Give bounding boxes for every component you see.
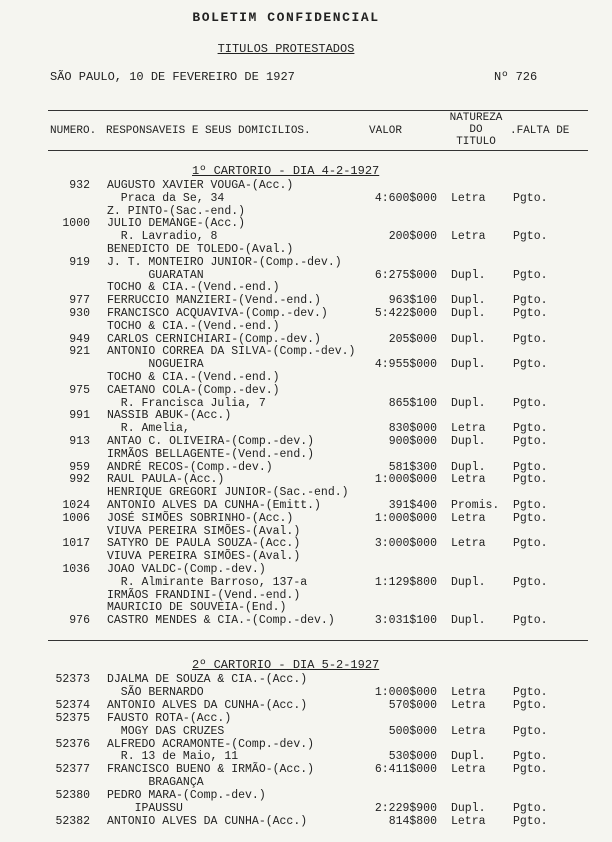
entry-responsible: FRANCISCO ACQUAVIVA-(Comp.-dev.): [107, 307, 328, 320]
entry-number: 52382: [55, 814, 90, 828]
list-item: [0, 231, 612, 243]
list-item: [0, 726, 612, 738]
list-item: [0, 674, 612, 686]
entry-nature: Dupl.: [451, 575, 486, 589]
entry-responsible: ANTONIO ALVES DA CUNHA-(Acc.): [107, 814, 308, 828]
col-header-responsaveis: RESPONSAVEIS E SEUS DOMICILIOS.: [106, 125, 311, 137]
entry-responsible: J. T. MONTEIRO JUNIOR-(Comp.-dev.): [107, 255, 342, 269]
entry-responsible: TOCHO & CIA.-(Vend.-end.): [107, 371, 280, 384]
entry-responsible: CAETANO COLA-(Comp.-dev.): [107, 383, 280, 397]
entry-falta: Pgto.: [513, 537, 548, 551]
list-item: [0, 790, 612, 802]
entry-number: 1024: [62, 499, 90, 512]
list-item: [0, 602, 612, 614]
entry-value: 570$000: [388, 698, 437, 712]
entry-responsible: SÃO BERNARDO: [107, 685, 204, 699]
list-item: [0, 257, 612, 269]
entry-falta: Pgto.: [513, 698, 548, 712]
entry-value: 205$000: [388, 332, 437, 346]
entry-falta: Pgto.: [513, 802, 548, 815]
entry-number: 949: [69, 332, 90, 346]
list-item: [0, 359, 612, 371]
entry-responsible: R. Almirante Barroso, 137-a: [107, 575, 308, 589]
entry-nature: Letra: [451, 724, 486, 738]
entry-number: 919: [69, 255, 90, 269]
entry-falta: Pgto.: [513, 422, 548, 436]
entry-responsible: R. Amelia,: [107, 422, 190, 436]
list-item: [0, 564, 612, 576]
entry-responsible: ANTONIO CORREA DA SILVA-(Comp.-dev.): [107, 345, 356, 359]
list-item: [0, 423, 612, 435]
list-item: [0, 500, 612, 512]
entry-responsible: JULIO DEMANGE-(Acc.): [107, 217, 246, 231]
list-item: [0, 436, 612, 448]
entry-responsible: IRMÃOS BELLAGENTE-(Vend.-end.): [107, 447, 315, 461]
list-item: [0, 739, 612, 751]
list-item: [0, 462, 612, 474]
entry-responsible: JOAO VALDC-(Comp.-dev.): [107, 563, 266, 576]
entry-number: 921: [69, 345, 90, 359]
entry-nature: Letra: [451, 537, 486, 551]
entry-nature: Letra: [451, 814, 486, 828]
entry-falta: Pgto.: [513, 614, 548, 628]
entry-value: 2:229$900: [374, 802, 437, 815]
list-item: [0, 295, 612, 307]
entry-value: 1:000$000: [374, 511, 437, 525]
list-item: [0, 308, 612, 320]
entry-responsible: RAUL PAULA-(Acc.): [107, 473, 225, 487]
section-heading: 1º CARTORIO - DIA 4-2-1927: [192, 164, 380, 178]
entry-number: 52380: [55, 789, 90, 803]
list-item: [0, 687, 612, 699]
entry-value: 530$000: [388, 750, 437, 764]
entry-falta: Pgto.: [513, 511, 548, 525]
entry-responsible: ANTONIO ALVES DA CUNHA-(Emitt.): [107, 499, 321, 512]
entry-number: 975: [69, 383, 90, 397]
bulletin-subtitle: TITULOS PROTESTADOS: [217, 42, 355, 56]
entry-value: 3:000$000: [374, 537, 437, 551]
entry-responsible: BENEDICTO DE TOLEDO-(Aval.): [107, 243, 294, 256]
col-header-valor: VALOR: [369, 125, 403, 137]
col-header-natureza: NATUREZA DO TITULO: [449, 112, 503, 148]
entry-value: 4:600$000: [374, 191, 437, 205]
entry-number: 52375: [55, 711, 90, 725]
entry-responsible: R. Francisca Julia, 7: [107, 396, 266, 410]
header-rule-top: [48, 110, 588, 111]
entry-number: 52377: [55, 763, 90, 777]
entry-number: 977: [69, 294, 90, 308]
list-item: [0, 372, 612, 384]
entry-responsible: HENRIQUE GREGORI JUNIOR-(Sac.-end.): [107, 486, 349, 500]
list-item: [0, 590, 612, 602]
entry-nature: Letra: [451, 511, 486, 525]
entry-falta: Pgto.: [513, 358, 548, 372]
entry-responsible: VIUVA PEREIRA SIMÕES-(Aval.): [107, 550, 301, 564]
entry-falta: Pgto.: [513, 575, 548, 589]
entry-falta: Pgto.: [513, 191, 548, 205]
entry-falta: Pgto.: [513, 268, 548, 282]
entry-responsible: IPAUSSU: [107, 802, 183, 815]
entry-responsible: MOGY DAS CRUZES: [107, 724, 225, 738]
list-item: [0, 270, 612, 282]
entry-value: 1:129$800: [374, 575, 437, 589]
entry-falta: Pgto.: [513, 307, 548, 320]
entry-number: 1000: [62, 217, 90, 231]
header-rule-bottom: [48, 150, 588, 151]
entry-falta: Pgto.: [513, 294, 548, 308]
entry-falta: Pgto.: [513, 763, 548, 777]
separator-rule: [48, 640, 588, 641]
entry-number: 1036: [62, 563, 90, 576]
entry-responsible: R. 13 de Maio, 11: [107, 750, 239, 764]
entry-responsible: AUGUSTO XAVIER VOUGA-(Acc.): [107, 179, 294, 192]
entry-nature: Letra: [451, 191, 486, 205]
entry-value: 391$400: [388, 499, 437, 512]
list-item: [0, 764, 612, 776]
entry-value: 830$000: [388, 422, 437, 436]
list-item: [0, 193, 612, 205]
entry-nature: Dupl.: [451, 307, 486, 320]
list-item: [0, 700, 612, 712]
entry-nature: Promis.: [451, 499, 500, 512]
entry-nature: Letra: [451, 763, 486, 777]
bulletin-title: BOLETIM CONFIDENCIAL: [192, 10, 380, 25]
list-item: [0, 615, 612, 627]
entry-value: 4:955$000: [374, 358, 437, 372]
entry-nature: Dupl.: [451, 268, 486, 282]
entry-falta: Pgto.: [513, 685, 548, 699]
list-item: [0, 777, 612, 789]
entry-falta: Pgto.: [513, 499, 548, 512]
list-item: [0, 180, 612, 192]
list-item: [0, 398, 612, 410]
entry-number: 976: [69, 614, 90, 628]
entry-responsible: CARLOS CERNICHIARI-(Comp.-dev.): [107, 332, 321, 346]
entry-falta: Pgto.: [513, 460, 548, 474]
entry-number: 1006: [62, 511, 90, 525]
list-item: [0, 751, 612, 763]
entry-number: 52373: [55, 673, 90, 686]
entry-responsible: JOSÉ SIMÕES SOBRINHO-(Acc.): [107, 511, 294, 525]
entry-nature: Letra: [451, 685, 486, 699]
entry-falta: Pgto.: [513, 332, 548, 346]
entry-nature: Dupl.: [451, 358, 486, 372]
entry-responsible: DJALMA DE SOUZA & CIA.-(Acc.): [107, 673, 308, 686]
entry-responsible: PEDRO MARA-(Comp.-dev.): [107, 789, 266, 803]
entry-responsible: FRANCISCO BUENO & IRMÃO-(Acc.): [107, 763, 315, 777]
entry-responsible: SATYRO DE PAULA SOUZA-(Acc.): [107, 537, 301, 551]
entry-nature: Dupl.: [451, 435, 486, 448]
list-item: [0, 218, 612, 230]
list-item: [0, 513, 612, 525]
entry-responsible: TOCHO & CIA.-(Vend.-end.): [107, 319, 280, 333]
list-item: [0, 538, 612, 550]
entry-nature: Dupl.: [451, 750, 486, 764]
entry-nature: Letra: [451, 698, 486, 712]
bulletin-number: Nº 726: [494, 70, 538, 84]
list-item: [0, 816, 612, 828]
entry-nature: Dupl.: [451, 802, 486, 815]
entry-number: 959: [69, 460, 90, 474]
entry-value: 6:275$000: [374, 268, 437, 282]
col-header-numero: NUMERO.: [50, 125, 97, 137]
list-item: [0, 487, 612, 499]
list-item: [0, 334, 612, 346]
list-item: [0, 244, 612, 256]
entry-number: 992: [69, 473, 90, 487]
entry-number: 991: [69, 409, 90, 423]
entry-responsible: GUARATAN: [107, 268, 204, 282]
entry-falta: Pgto.: [513, 750, 548, 764]
entry-responsible: BRAGANÇA: [107, 776, 204, 790]
entry-number: 1017: [62, 537, 90, 551]
list-item: [0, 526, 612, 538]
entry-responsible: ANTONIO ALVES DA CUNHA-(Acc.): [107, 698, 308, 712]
entry-value: 814$800: [388, 814, 437, 828]
entry-value: 1:000$000: [374, 685, 437, 699]
entry-value: 3:031$100: [374, 614, 437, 628]
entry-nature: Dupl.: [451, 460, 486, 474]
entry-nature: Dupl.: [451, 332, 486, 346]
list-item: [0, 410, 612, 422]
list-item: [0, 551, 612, 563]
entry-responsible: MAURICIO DE SOUVEIA-(End.): [107, 601, 287, 615]
list-item: [0, 449, 612, 461]
entry-value: 865$100: [388, 396, 437, 410]
entry-responsible: ANDRÉ RECOS-(Comp.-dev.): [107, 460, 273, 474]
section-heading: 2º CARTORIO - DIA 5-2-1927: [192, 658, 380, 672]
entry-number: 52376: [55, 737, 90, 751]
entry-responsible: NOGUEIRA: [107, 358, 204, 372]
entry-nature: Letra: [451, 473, 486, 487]
entry-responsible: VIUVA PEREIRA SIMÕES-(Aval.): [107, 524, 301, 538]
place-date: SÃO PAULO, 10 DE FEVEREIRO DE 1927: [50, 70, 295, 84]
entry-value: 900$000: [388, 435, 437, 448]
list-item: [0, 321, 612, 333]
entry-falta: Pgto.: [513, 396, 548, 410]
entry-responsible: FERRUCCIO MANZIERI-(Vend.-end.): [107, 294, 321, 308]
entry-value: 963$100: [388, 294, 437, 308]
entry-responsible: Praca da Se, 34: [107, 191, 225, 205]
entry-number: 932: [69, 179, 90, 192]
entry-value: 200$000: [388, 230, 437, 244]
entry-value: 5:422$000: [374, 307, 437, 320]
entry-responsible: FAUSTO ROTA-(Acc.): [107, 711, 232, 725]
list-item: [0, 577, 612, 589]
list-item: [0, 385, 612, 397]
entry-responsible: CASTRO MENDES & CIA.-(Comp.-dev.): [107, 614, 335, 628]
entry-falta: Pgto.: [513, 435, 548, 448]
entry-responsible: Z. PINTO-(Sac.-end.): [107, 204, 246, 218]
entry-nature: Dupl.: [451, 614, 486, 628]
entry-number: 913: [69, 435, 90, 448]
entry-responsible: ANTAO C. OLIVEIRA-(Comp.-dev.): [107, 435, 315, 448]
entry-nature: Dupl.: [451, 294, 486, 308]
entry-falta: Pgto.: [513, 814, 548, 828]
entry-nature: Dupl.: [451, 396, 486, 410]
entry-falta: Pgto.: [513, 473, 548, 487]
list-item: [0, 206, 612, 218]
entry-value: 6:411$000: [374, 763, 437, 777]
list-item: [0, 474, 612, 486]
list-item: [0, 282, 612, 294]
entry-falta: Pgto.: [513, 230, 548, 244]
entry-responsible: TOCHO & CIA.-(Vend.-end.): [107, 281, 280, 295]
list-item: [0, 803, 612, 815]
col-header-falta: .FALTA DE: [510, 125, 570, 137]
entry-responsible: R. Lavradio, 8: [107, 230, 218, 244]
entry-responsible: ALFREDO ACRAMONTE-(Comp.-dev.): [107, 737, 315, 751]
entry-falta: Pgto.: [513, 724, 548, 738]
entry-value: 581$300: [388, 460, 437, 474]
entry-value: 1:000$000: [374, 473, 437, 487]
entry-number: 930: [69, 307, 90, 320]
list-item: [0, 346, 612, 358]
entry-value: 500$000: [388, 724, 437, 738]
list-item: [0, 713, 612, 725]
entry-responsible: NASSIB ABUK-(Acc.): [107, 409, 232, 423]
entry-nature: Letra: [451, 230, 486, 244]
entry-number: 52374: [55, 698, 90, 712]
entry-nature: Letra: [451, 422, 486, 436]
entry-responsible: IRMÃOS FRANDINI-(Vend.-end.): [107, 588, 301, 602]
